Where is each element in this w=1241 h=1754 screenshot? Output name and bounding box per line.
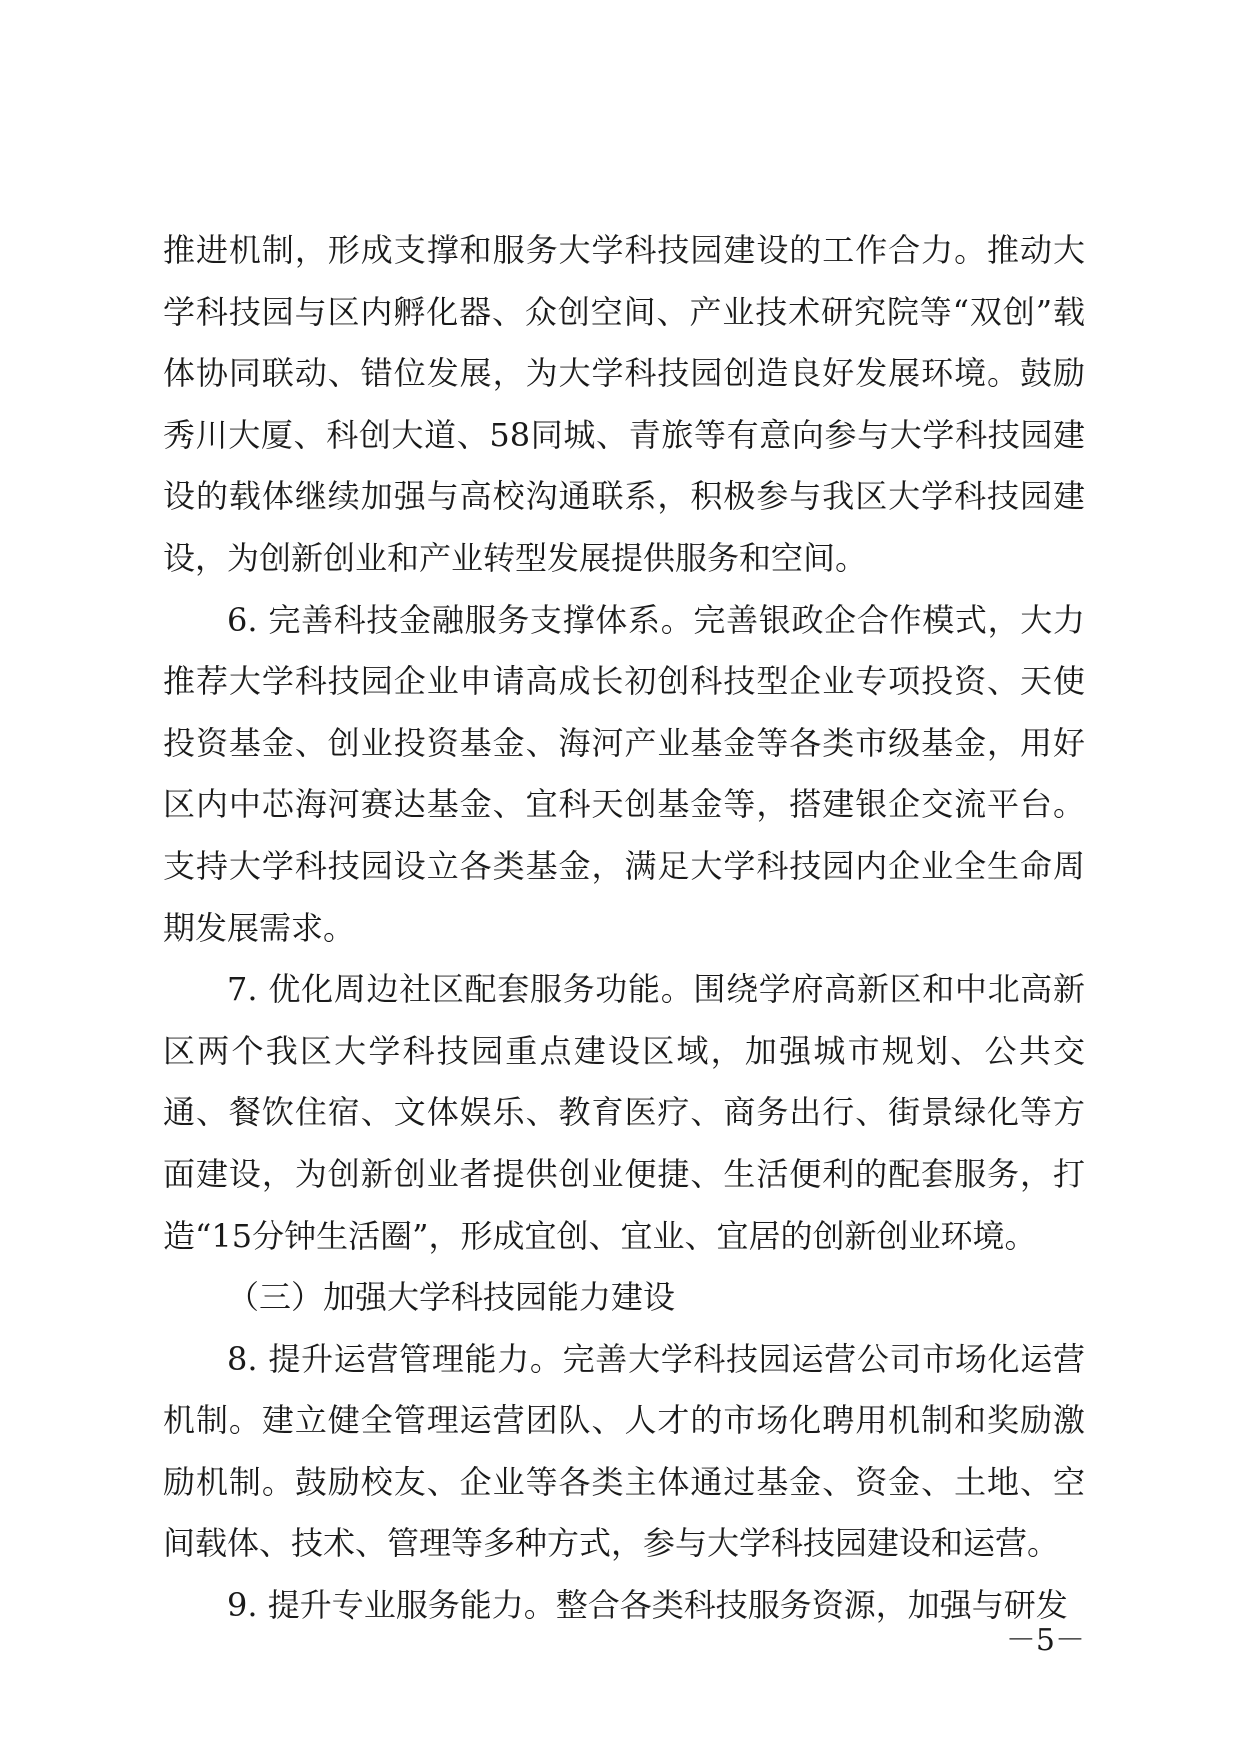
paragraph-9: 9. 提升专业服务能力。整合各类科技服务资源，加强与研发 <box>227 1586 1068 1625</box>
paragraph-8: 8. 提升运营管理能力。完善大学科技园运营公司市场化运营机制。建立健全管理运营团队、人才的市场化聘用机制和奖励激励机制。鼓励校友、企业等各类主体通过基金、资金、土地、空间载体、技术、管理等多种方式，参与大学科技园建设和运营。 <box>163 1339 1085 1563</box>
section-heading-3: （三）加强大学科技园能力建设 <box>227 1278 676 1317</box>
paragraph-continued: 推进机制，形成支撑和服务大学科技园建设的工作合力。推动大学科技园与区内孵化器、众创空间、产业技术研究院等“双创”载体协同联动、错位发展，为大学科技园创造良好发展环境。鼓励秀川大厦、科创大道、58同城、青旅等有意向参与大学科技园建设的载体继续加强与高校沟通联系，积极参与我区大学科技园建设，为创新创业和产业转型发展提供服务和空间。 <box>163 231 1085 577</box>
paragraph-7: 7. 优化周边社区配套服务功能。围绕学府高新区和中北高新区两个我区大学科技园重点建设区域，加强城市规划、公共交通、餐饮住宿、文体娱乐、教育医疗、商务出行、街景绿化等方面建设，为创新创业者提供创业便捷、生活便利的配套服务，打造“15分钟生活圈”，形成宜创、宜业、宜居的创新创业环境。 <box>163 970 1085 1255</box>
page-number: －5－ <box>1005 1623 1085 1658</box>
paragraph-6: 6. 完善科技金融服务支撑体系。完善银政企合作模式，大力推荐大学科技园企业申请高成长初创科技型企业专项投资、天使投资基金、创业投资基金、海河产业基金等各类市级基金，用好区内中芯海河赛达基金、宜科天创基金等，搭建银企交流平台。支持大学科技园设立各类基金，满足大学科技园内企业全生命周期发展需求。 <box>163 600 1085 947</box>
body-text <box>163 220 1085 1637</box>
